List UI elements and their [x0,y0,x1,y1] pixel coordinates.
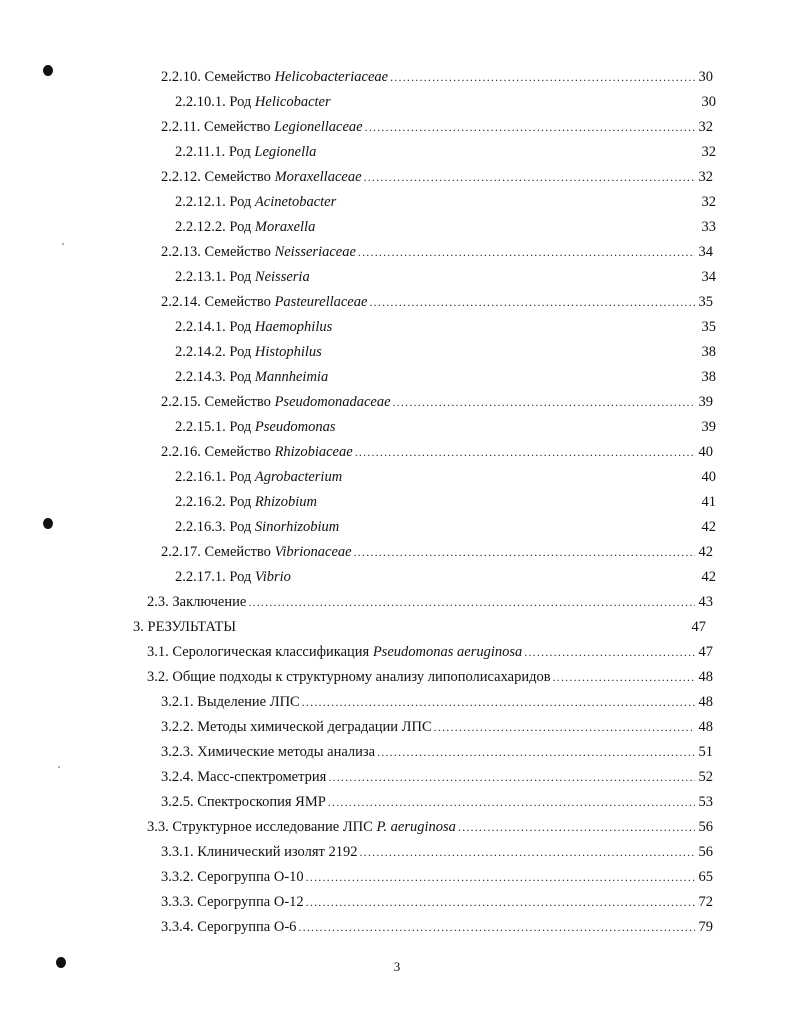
toc-entry[interactable]: 2.2.16.3. Род Sinorhizobium 42 [175,519,716,535]
toc-page: 32 [698,119,713,135]
toc-entry[interactable]: 2.2.12.2. Род Moraxella 33 [175,219,716,235]
punch-hole-top [43,65,53,76]
toc-page: 42 [698,544,713,560]
toc-page: 34 [701,269,716,285]
toc-page: 48 [698,719,713,735]
toc-page: 32 [701,194,716,210]
toc-page: 51 [698,744,713,760]
toc-page: 41 [701,494,716,510]
toc-page: 47 [691,619,706,635]
toc-page: 53 [698,794,713,810]
toc-entry[interactable]: 3.1. Серологическая классификация Pseudomonas aeruginosa ..... 47 [147,643,713,661]
toc-entry[interactable]: 3. РЕЗУЛЬТАТЫ 47 [133,619,706,635]
toc-page: 38 [701,369,716,385]
toc-entry[interactable]: 3.3.4. Серогруппа О-6 ..... 79 [161,918,713,936]
toc-entry[interactable]: 2.2.17.1. Род Vibrio 42 [175,569,716,585]
toc-page: 79 [698,919,713,935]
toc-page: 35 [701,319,716,335]
toc-entry[interactable]: 2.2.13.1. Род Neisseria 34 [175,269,716,285]
toc-page: 39 [698,394,713,410]
toc-page: 42 [701,569,716,585]
toc-entry[interactable]: 2.2.14.3. Род Mannheimia 38 [175,369,716,385]
toc-entry[interactable]: 3.2.2. Методы химической деградации ЛПС ..... 48 [161,718,713,736]
toc-page: 65 [698,869,713,885]
toc-entry[interactable]: 3.2.3. Химические методы анализа ..... 51 [161,743,713,761]
scan-speck [58,766,60,768]
toc-page: 30 [698,69,713,85]
toc-entry[interactable]: 2.2.16. Семейство Rhizobiaceae ..... 40 [161,443,713,461]
toc-entry[interactable]: 2.2.12. Семейство Moraxellaceae ..... 32 [161,168,713,186]
toc-entry[interactable]: 2.2.12.1. Род Acinetobacter 32 [175,194,716,210]
toc-page: 39 [701,419,716,435]
toc-page: 35 [698,294,713,310]
toc-entry[interactable]: 3.3.1. Клинический изолят 2192 ..... 56 [161,843,713,861]
toc-entry[interactable]: 3.2. Общие подходы к структурному анализу липополисахаридов ..... 48 [147,668,713,686]
toc-page: 32 [701,144,716,160]
toc-entry[interactable]: 2.2.15. Семейство Pseudomonadaceae ..... 39 [161,393,713,411]
toc-page: 40 [698,444,713,460]
toc-page: 40 [701,469,716,485]
toc-page: 38 [701,344,716,360]
toc-page: 33 [701,219,716,235]
toc-entry[interactable]: 2.2.17. Семейство Vibrionaceae ..... 42 [161,543,713,561]
toc-entry[interactable]: 2.2.10.1. Род Helicobacter 30 [175,94,716,110]
toc-entry[interactable]: 3.3.3. Серогруппа О-12 ..... 72 [161,893,713,911]
toc-entry[interactable]: 2.2.14. Семейство Pasteurellaceae ..... 35 [161,293,713,311]
toc-page: 48 [698,669,713,685]
toc-entry[interactable]: 2.2.16.1. Род Agrobacterium 40 [175,469,716,485]
toc-page: 72 [698,894,713,910]
toc-entry[interactable]: 3.3. Структурное исследование ЛПС P. aeruginosa ..... 56 [147,818,713,836]
toc-page: 52 [698,769,713,785]
toc-entry[interactable]: 2.3. Заключение ..... 43 [147,593,713,611]
punch-hole-middle [43,518,53,529]
toc-page: 56 [698,844,713,860]
toc-entry[interactable]: 2.2.16.2. Род Rhizobium 41 [175,494,716,510]
toc-page: 30 [701,94,716,110]
toc-entry[interactable]: 2.2.14.1. Род Haemophilus 35 [175,319,716,335]
toc-entry[interactable]: 2.2.15.1. Род Pseudomonas 39 [175,419,716,435]
toc-page: 43 [698,594,713,610]
toc-page: 34 [698,244,713,260]
toc-page: 56 [698,819,713,835]
toc-entry[interactable]: 2.2.13. Семейство Neisseriaceae ..... 34 [161,243,713,261]
toc-page: 32 [698,169,713,185]
toc-entry[interactable]: 3.2.4. Масс-спектрометрия ..... 52 [161,768,713,786]
toc-entry[interactable]: 3.2.5. Спектроскопия ЯМР ..... 53 [161,793,713,811]
toc-entry[interactable]: 3.2.1. Выделение ЛПС ..... 48 [161,693,713,711]
toc-entry[interactable]: 2.2.11.1. Род Legionella 32 [175,144,716,160]
page-number: 3 [393,959,401,974]
scan-speck [62,243,64,245]
toc-page: 48 [698,694,713,710]
toc-page: 47 [698,644,713,660]
toc-entry[interactable]: 2.2.10. Семейство Helicobacteriaceae ..... 30 [161,68,713,86]
toc-entry[interactable]: 2.2.11. Семейство Legionellaceae ..... 32 [161,118,713,136]
toc-entry[interactable]: 2.2.14.2. Род Histophilus 38 [175,344,716,360]
toc-entry[interactable]: 3.3.2. Серогруппа О-10 ..... 65 [161,868,713,886]
toc-page: 42 [701,519,716,535]
